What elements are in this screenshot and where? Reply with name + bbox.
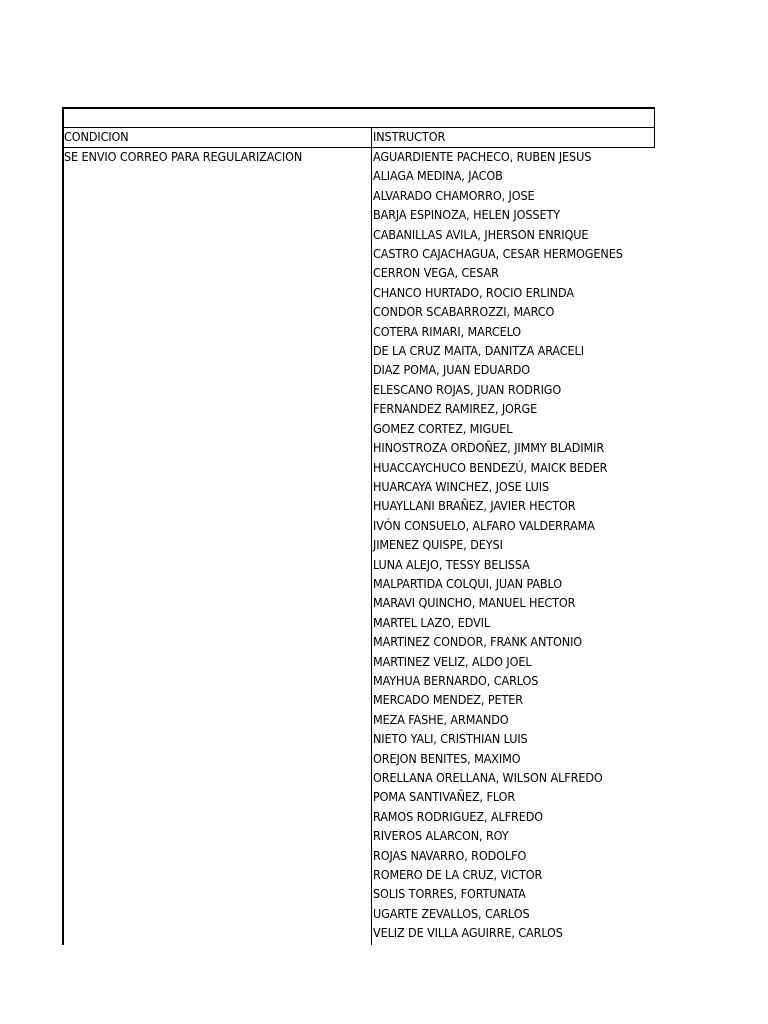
instructor-row: LUNA ALEJO, TESSY BELISSA: [373, 556, 530, 572]
instructor-row: MAYHUA BERNARDO, CARLOS: [373, 672, 539, 688]
instructor-row: DIAZ POMA, JUAN EDUARDO: [373, 362, 531, 378]
instructor-row: DE LA CRUZ MAITA, DANITZA ARACELI: [373, 343, 584, 359]
instructor-list: [373, 147, 623, 943]
header-top-border: [62, 127, 655, 128]
instructor-row: COTERA RIMARI, MARCELO: [373, 323, 522, 339]
instructor-row: CONDOR SCABARROZZI, MARCO: [373, 304, 555, 320]
instructor-row: CERRON VEGA, CESAR: [373, 265, 499, 281]
instructor-row: BARJA ESPINOZA, HELEN JOSSETY: [373, 207, 561, 223]
instructor-row: ROJAS NAVARRO, RODOLFO: [373, 847, 527, 863]
instructor-row: AGUARDIENTE PACHECO, RUBEN JESUS: [373, 149, 592, 164]
instructor-row: HUAYLLANI BRAÑEZ, JAVIER HECTOR: [373, 498, 576, 514]
instructor-row: MEZA FASHE, ARMANDO: [373, 711, 509, 727]
instructor-row: HUARCAYA WINCHEZ, JOSE LUIS: [373, 478, 550, 494]
instructor-row: IVÓN CONSUELO, ALFARO VALDERRAMA: [373, 517, 595, 533]
instructor-row: CASTRO CAJACHAGUA, CESAR HERMOGENES: [373, 246, 623, 262]
instructor-row: GOMEZ CORTEZ, MIGUEL: [373, 420, 513, 436]
instructor-row: NIETO YALI, CRISTHIAN LUIS: [373, 731, 528, 747]
table-left-border: [62, 107, 64, 945]
instructor-row: HINOSTROZA ORDOÑEZ, JIMMY BLADIMIR: [373, 440, 605, 456]
instructor-row: FERNANDEZ RAMIREZ, JORGE: [373, 401, 538, 417]
instructor-row: ELESCANO ROJAS, JUAN RODRIGO: [373, 381, 562, 397]
table-top-border: [62, 107, 655, 109]
instructor-row: POMA SANTIVAÑEZ, FLOR: [373, 789, 516, 805]
instructor-row: UGARTE ZEVALLOS, CARLOS: [373, 905, 530, 921]
spreadsheet-table: [62, 107, 655, 945]
instructor-row: JIMENEZ QUISPE, DEYSI: [373, 537, 503, 553]
instructor-row: CABANILLAS AVILA, JHERSON ENRIQUE: [373, 226, 589, 242]
instructor-row: RAMOS RODRIGUEZ, ALFREDO: [373, 808, 544, 824]
instructor-row: MERCADO MENDEZ, PETER: [373, 692, 524, 708]
instructor-row: HUACCAYCHUCO BENDEZÚ, MAICK BEDER: [373, 459, 608, 475]
instructor-row: VELIZ DE VILLA AGUIRRE, CARLOS: [373, 925, 563, 941]
instructor-row: OREJON BENITES, MAXIMO: [373, 750, 521, 766]
instructor-row: MARTINEZ VELIZ, ALDO JOEL: [373, 653, 532, 669]
header-condicion: CONDICION: [64, 129, 129, 144]
instructor-row: ORELLANA ORELLANA, WILSON ALFREDO: [373, 770, 603, 785]
instructor-row: MARTINEZ CONDOR, FRANK ANTONIO: [373, 634, 583, 650]
instructor-row: MALPARTIDA COLQUI, JUAN PABLO: [373, 575, 562, 591]
column-divider: [371, 127, 372, 945]
instructor-row: RIVEROS ALARCON, ROY: [373, 828, 509, 844]
instructor-row: MARAVI QUINCHO, MANUEL HECTOR: [373, 595, 576, 611]
instructor-row: ALVARADO CHAMORRO, JOSE: [373, 187, 535, 203]
instructor-row: ALIAGA MEDINA, JACOB: [373, 168, 503, 184]
instructor-row: MARTEL LAZO, EDVIL: [373, 614, 491, 630]
instructor-row: CHANCO HURTADO, ROCIO ERLINDA: [373, 284, 574, 300]
instructor-row: SOLIS TORRES, FORTUNATA: [373, 886, 526, 902]
header-instructor: INSTRUCTOR: [373, 129, 446, 144]
condicion-cell: SE ENVIO CORREO PARA REGULARIZACION: [64, 149, 303, 164]
instructor-row: ROMERO DE LA CRUZ, VICTOR: [373, 867, 543, 883]
